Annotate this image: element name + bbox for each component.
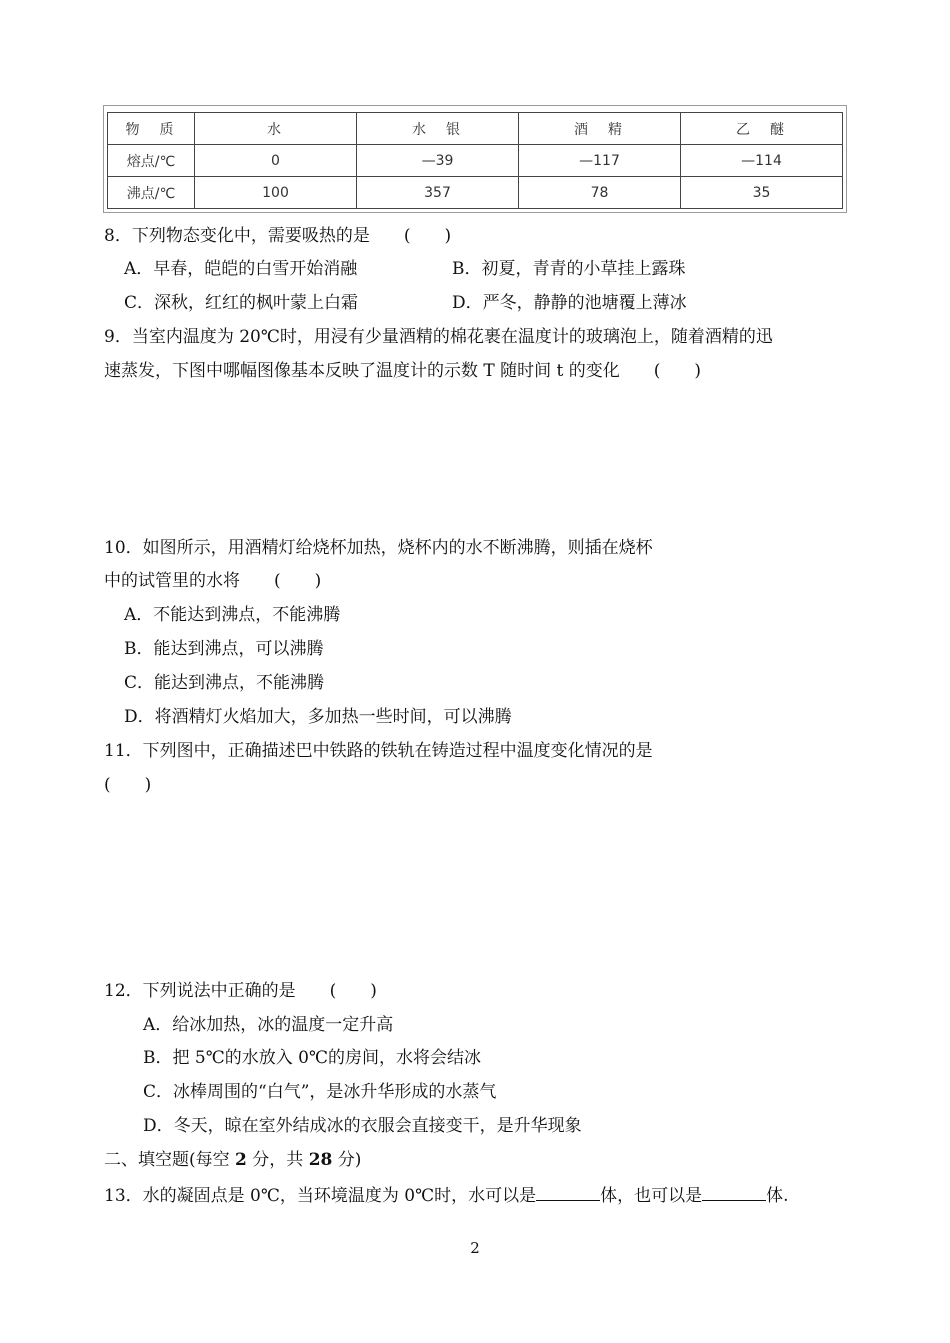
table-cell: 沸点/℃ (108, 177, 195, 209)
table-header-cell: 酒 精 (519, 113, 681, 145)
physical-properties-table-frame (103, 105, 847, 213)
table-cell: —114 (681, 145, 843, 177)
question-13-part-3: 体. (766, 1186, 789, 1206)
question-8-option-d: D．严冬，静静的池塘覆上薄冰 (452, 293, 687, 313)
question-12-option-d: D．冬天，晾在室外结成冰的衣服会直接变干，是升华现象 (143, 1116, 582, 1136)
question-13-part-2: 体，也可以是 (600, 1186, 703, 1206)
question-10-option-c: C．能达到沸点，不能沸腾 (124, 673, 325, 693)
question-11-line-2: ( ) (104, 775, 152, 795)
question-12-option-a: A．给冰加热，冰的温度一定升高 (143, 1015, 394, 1035)
answer-blank-1[interactable] (536, 1184, 600, 1201)
table-header-row (108, 113, 843, 145)
question-13-part-1: 13．水的凝固点是 0℃，当环境温度为 0℃时，水可以是 (104, 1186, 537, 1206)
table-cell: 35 (681, 177, 843, 209)
melting-boiling-point-table (107, 112, 843, 209)
question-8-option-b: B．初夏，青青的小草挂上露珠 (452, 259, 686, 279)
table-header-cell: 物 质 (108, 113, 195, 145)
table-cell: 357 (357, 177, 519, 209)
table-cell: 78 (519, 177, 681, 209)
section-2-middle: 分，共 (246, 1150, 309, 1170)
table-row (108, 177, 843, 209)
section-2-suffix: 分) (332, 1150, 362, 1170)
question-8-option-a: A．早春，皑皑的白雪开始消融 (124, 259, 358, 279)
section-2-points: 2 (235, 1150, 247, 1170)
question-10-option-d: D．将酒精灯火焰加大，多加热一些时间，可以沸腾 (124, 707, 512, 727)
question-12-stem: 12．下列说法中正确的是 ( ) (104, 981, 377, 1001)
question-9-line-1: 9．当室内温度为 20℃时，用浸有少量酒精的棉花裹在温度计的玻璃泡上，随着酒精的迅 (104, 327, 773, 347)
question-9-line-2: 速蒸发，下图中哪幅图像基本反映了温度计的示数 T 随时间 t 的变化 ( ) (104, 361, 702, 381)
section-2-total: 28 (308, 1150, 333, 1170)
table-cell: —117 (519, 145, 681, 177)
answer-blank-2[interactable] (702, 1184, 766, 1201)
table-cell: —39 (357, 145, 519, 177)
page-number: 2 (470, 1239, 480, 1257)
question-12-option-c: C．冰棒周围的“白气”，是冰升华形成的水蒸气 (143, 1082, 497, 1102)
table-header-cell: 水 银 (357, 113, 519, 145)
table-cell: 100 (195, 177, 357, 209)
question-11-line-1: 11．下列图中，正确描述巴中铁路的铁轨在铸造过程中温度变化情况的是 (104, 741, 653, 761)
table-cell: 0 (195, 145, 357, 177)
section-2-heading (104, 1150, 361, 1170)
question-10-line-2: 中的试管里的水将 ( ) (104, 571, 322, 591)
table-row (108, 145, 843, 177)
question-10-option-b: B．能达到沸点，可以沸腾 (124, 639, 324, 659)
question-10-option-a: A．不能达到沸点，不能沸腾 (124, 605, 341, 625)
table-header-cell: 水 (195, 113, 357, 145)
section-2-prefix: 二、填空题(每空 (104, 1150, 236, 1170)
table-header-cell: 乙 醚 (681, 113, 843, 145)
table-cell: 熔点/℃ (108, 145, 195, 177)
question-8-option-c: C．深秋，红红的枫叶蒙上白霜 (124, 293, 359, 313)
question-8-stem: 8．下列物态变化中，需要吸热的是 ( ) (104, 226, 452, 246)
question-12-option-b: B．把 5℃的水放入 0℃的房间，水将会结冰 (143, 1048, 481, 1068)
question-10-line-1: 10．如图所示，用酒精灯给烧杯加热，烧杯内的水不断沸腾，则插在烧杯 (104, 538, 653, 558)
question-13 (104, 1184, 789, 1206)
